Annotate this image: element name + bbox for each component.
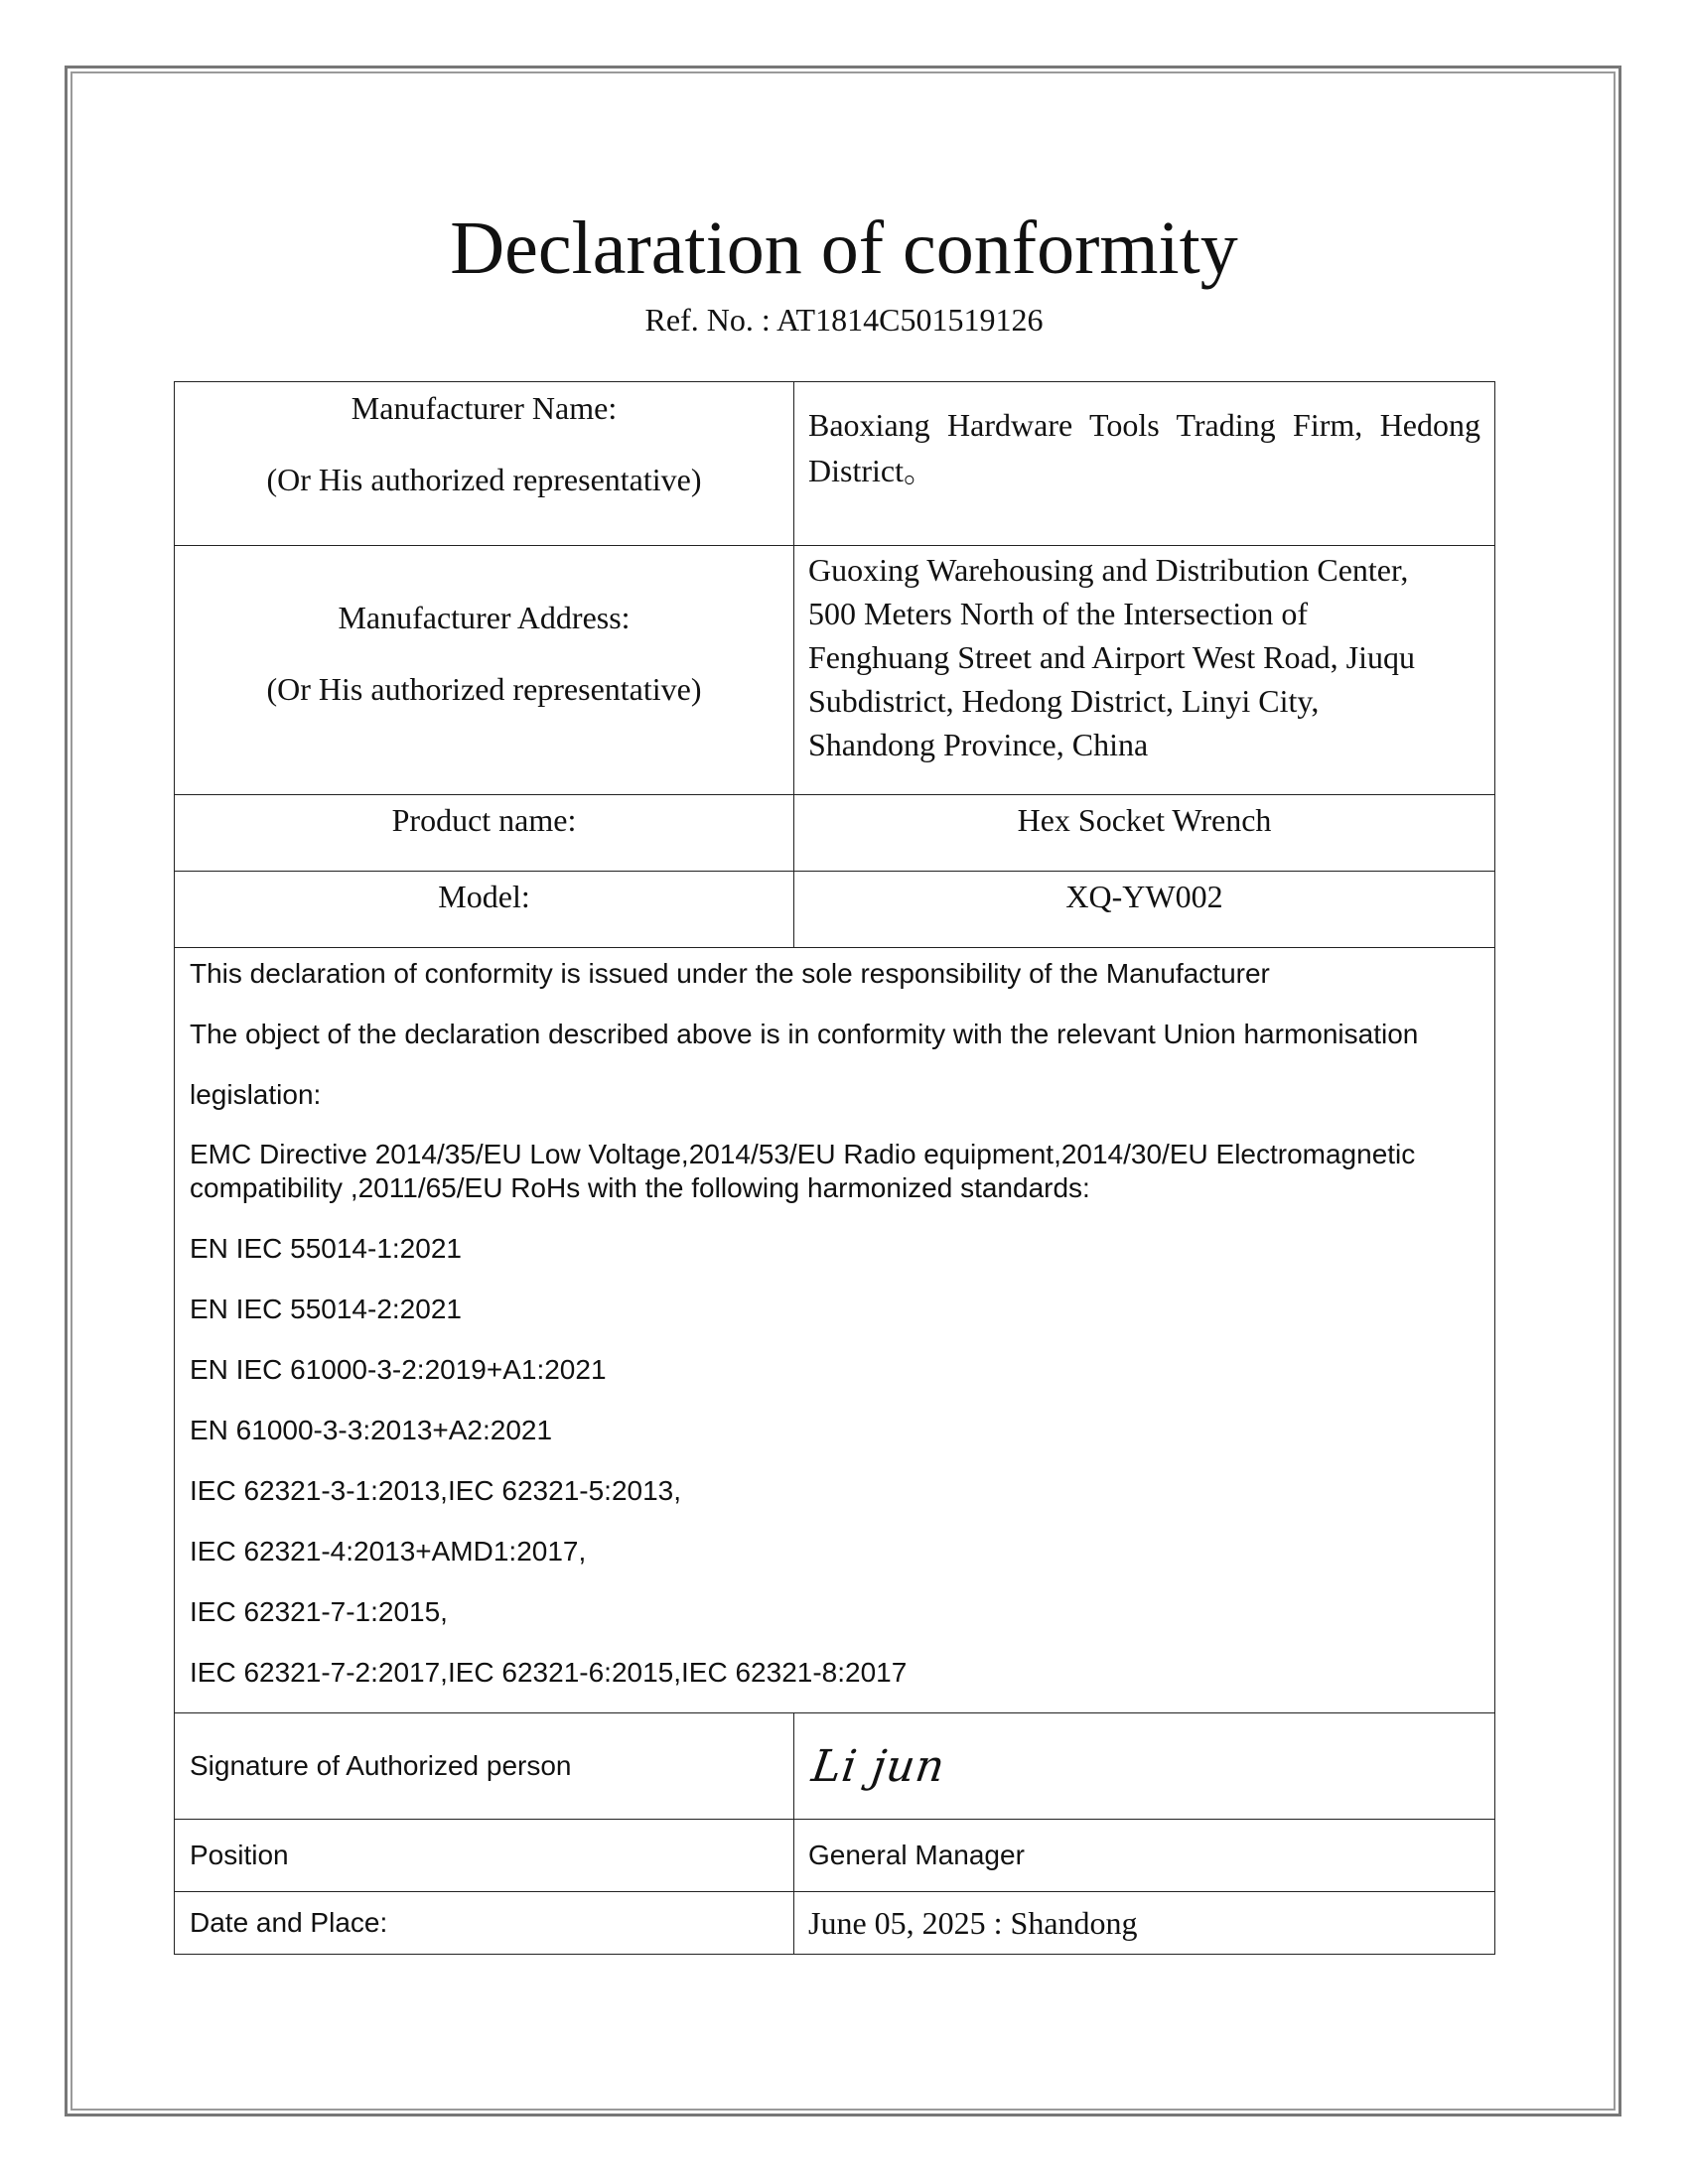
- manufacturer-name-label-cell: [175, 382, 794, 546]
- model-row: [175, 872, 1495, 948]
- address-line: Guoxing Warehousing and Distribution Center,: [808, 552, 1409, 588]
- declaration-directives: EMC Directive 2014/35/EU Low Voltage,2014/53/EU Radio equipment,2014/30/EU Electromagnetic compatibility ,2011/65/EU RoHs with the following harmonized standards:: [190, 1139, 1416, 1203]
- address-line: Subdistrict, Hedong District, Linyi City,: [808, 683, 1320, 719]
- model-label: Model:: [175, 872, 794, 948]
- standard-item: EN IEC 61000-3-2:2019+A1:2021: [190, 1354, 607, 1385]
- manufacturer-name-label: Manufacturer Name:: [351, 390, 618, 426]
- document-title: Declaration of conformity: [450, 206, 1238, 290]
- product-name-value: Hex Socket Wrench: [794, 795, 1495, 872]
- manufacturer-name-sublabel: (Or His authorized representative): [266, 462, 702, 497]
- date-place-label: Date and Place:: [175, 1892, 794, 1955]
- reference-number: Ref. No. : AT1814C501519126: [644, 302, 1044, 338]
- position-row: [175, 1820, 1495, 1892]
- model-value: XQ-YW002: [794, 872, 1495, 948]
- manufacturer-address-sublabel: (Or His authorized representative): [266, 671, 702, 707]
- signature-label: Signature of Authorized person: [175, 1713, 794, 1820]
- manufacturer-name-value-cell: [794, 382, 1495, 546]
- standard-item: EN IEC 55014-1:2021: [190, 1233, 462, 1264]
- declaration-cell: [175, 948, 1495, 1713]
- manufacturer-address-label: Manufacturer Address:: [338, 600, 631, 635]
- manufacturer-name-value: Baoxiang Hardware Tools Trading Firm, Hedong District。: [808, 407, 1480, 488]
- address-line: Shandong Province, China: [808, 727, 1149, 762]
- declaration-row: [175, 948, 1495, 1713]
- manufacturer-address-row: [175, 546, 1495, 795]
- manufacturer-name-row: [175, 382, 1495, 546]
- handwritten-signature: Li jun: [808, 1740, 949, 1792]
- signature-row: [175, 1713, 1495, 1820]
- declaration-statement: This declaration of conformity is issued under the sole responsibility of the Manufacturer: [190, 958, 1270, 989]
- standard-item: EN 61000-3-3:2013+A2:2021: [190, 1415, 553, 1445]
- manufacturer-address-label-cell: [175, 546, 794, 795]
- standard-item: IEC 62321-7-2:2017,IEC 62321-6:2015,IEC 62321-8:2017: [190, 1657, 908, 1688]
- date-place-value: June 05, 2025 : Shandong: [794, 1892, 1495, 1955]
- product-name-row: [175, 795, 1495, 872]
- declaration-table: [174, 381, 1495, 1955]
- date-place-row: [175, 1892, 1495, 1955]
- signature-value-cell: [794, 1713, 1495, 1820]
- address-line: 500 Meters North of the Intersection of: [808, 596, 1308, 631]
- manufacturer-address-value-cell: [794, 546, 1495, 795]
- declaration-object-line: legislation:: [190, 1079, 322, 1110]
- standard-item: IEC 62321-3-1:2013,IEC 62321-5:2013,: [190, 1475, 682, 1506]
- position-label: Position: [175, 1820, 794, 1892]
- address-line: Fenghuang Street and Airport West Road, Jiuqu: [808, 639, 1415, 675]
- product-name-label: Product name:: [175, 795, 794, 872]
- position-value: General Manager: [794, 1820, 1495, 1892]
- standard-item: EN IEC 55014-2:2021: [190, 1294, 462, 1324]
- standard-item: IEC 62321-7-1:2015,: [190, 1596, 448, 1627]
- standard-item: IEC 62321-4:2013+AMD1:2017,: [190, 1536, 587, 1567]
- declaration-object-line: The object of the declaration described above is in conformity with the relevant Union harmonisation: [190, 1019, 1419, 1049]
